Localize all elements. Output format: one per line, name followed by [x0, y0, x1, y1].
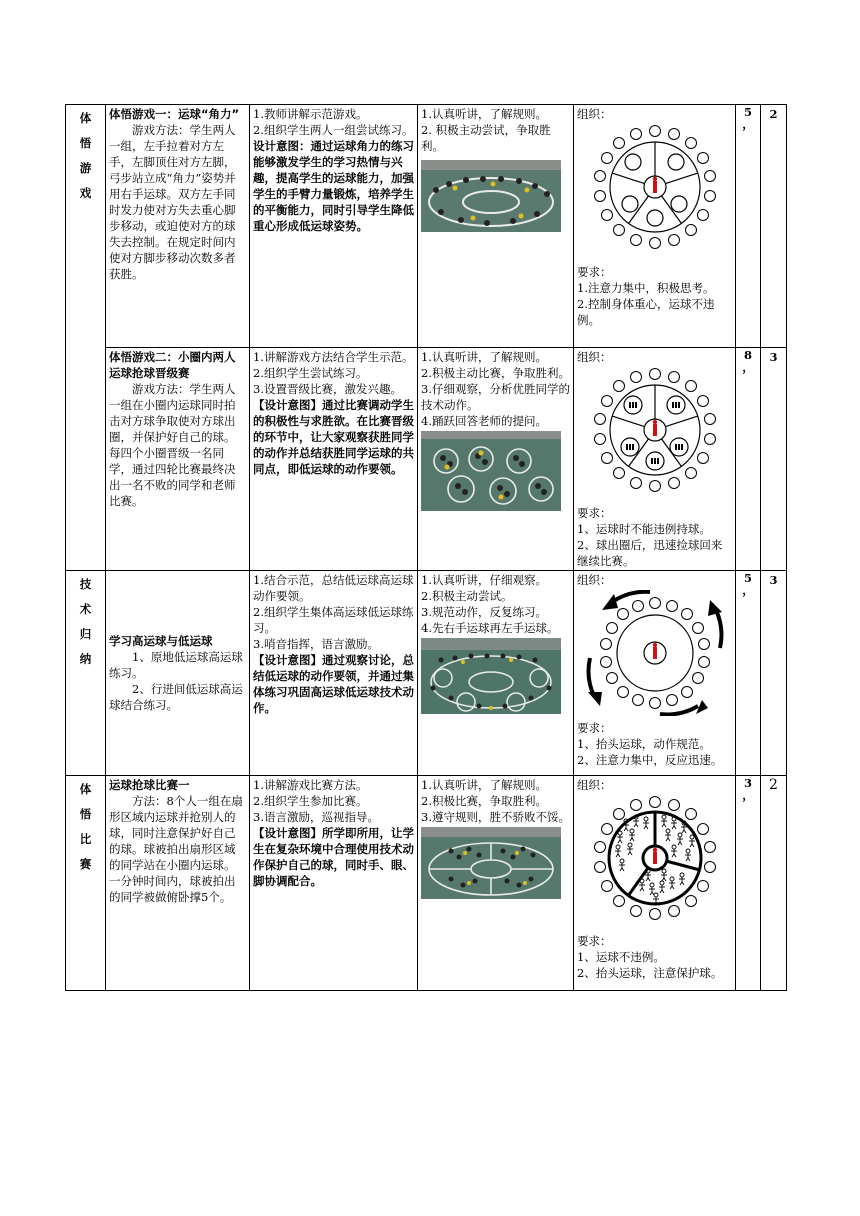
- table-row: [66, 571, 787, 776]
- student-cell: 1.认真听讲，了解规则。 2.积极比赛，争取胜利。 3.遵守规则，胜不骄败不馁。: [418, 776, 574, 991]
- teacher-cell: 1.讲解游戏方法结合学生示范。 2.组织学生尝试练习。 3.设置晋级比赛，激发兴趣。 【设计意图】通过比赛调动学生的积极性与求胜欲。在比赛晋级的环节中，让大家观察获胜同学的动作并总结获胜同学运球的共同点，即低运球的动作要领。: [250, 348, 418, 571]
- student-cell: 1.认真听讲，了解规则。 2.积极主动比赛，争取胜利。 3.仔细观察，分析优胜同学的技术动作。 4.踊跃回答老师的提问。: [418, 348, 574, 571]
- time-cell: 5 ，: [736, 571, 761, 776]
- stage-cell: 体 悟 比 赛: [66, 776, 106, 991]
- count-cell: 2: [761, 105, 787, 348]
- lesson-plan-table: [65, 104, 787, 991]
- content-cell: [106, 348, 250, 571]
- design-intent: 设计意图：通过运球角力的练习能够激发学生的学习热情与兴趣，提高学生的运球能力，加强学生的手臂力量锻炼，培养学生的平衡能力，同时引导学生降低重心形成低运球姿势。: [253, 139, 414, 233]
- activity-title: 体悟游戏一：运球“角力”: [109, 107, 240, 121]
- content-cell: 学习高运球与低运球 1、原地低运球高运球练习。 2、行进间低运球高运球结合练习。: [106, 571, 250, 776]
- count-cell: 3: [761, 348, 787, 571]
- table-row: [66, 105, 787, 348]
- teacher-cell: 1.教师讲解示范游戏。 2.组织学生两人一组尝试练习。 设计意图：通过运球角力的练习能够激发学生的学习热情与兴趣，提高学生的运球能力，加强学生的手臂力量锻炼，培养学生的平衡能力，同时引导学生降低重心形成低运球姿势。: [250, 105, 418, 348]
- student-cell: 1.认真听讲，了解规则。 2. 积极主动尝试，争取胜利。: [418, 105, 574, 348]
- organization-cell: 组织： 要求： 1.注意力集中，积极思考。 2.控制身体重心，运球不违例。: [574, 105, 736, 348]
- stage-cell: 技 术 归 纳: [66, 571, 106, 776]
- activity-method: 游戏方法：学生两人一组在小圈内运球同时拍击对方球争取使对方球出圈，并保护好自己的球。每四个小圈晋级一名同学，通过四轮比赛最终决出一名不败的同学和老师比赛。: [109, 382, 236, 508]
- organization-cell: 组织： 要求： 1、运球不违例。 2、抬头运球，注意保护球。: [574, 776, 736, 991]
- count-cell: 3: [761, 571, 787, 776]
- activity-title: 运球抢球比赛一: [109, 778, 190, 792]
- formation-diagram-rotation: [585, 590, 725, 716]
- design-intent: 【设计意图】所学即所用，让学生在复杂环境中合理使用技术动作保护自己的球，同时手、眼、脚协调配合。: [253, 826, 414, 888]
- student-cell: 1.认真听讲，仔细观察。 2.积极主动尝试。 3.规范动作，反复练习。 4.先右手运球再左手运球。: [418, 571, 574, 776]
- activity-method: 方法：8个人一组在扇形区域内运球并抢别人的球，同时注意保护好自己的球。球被拍出扇形区域的同学站在小圈内运球。一分钟时间内，球被拍出的同学被做俯卧撑5个。: [109, 794, 243, 904]
- table-row: [66, 776, 787, 991]
- time-cell: 8 ，: [736, 348, 761, 571]
- basketball-court-photo: [421, 638, 561, 714]
- basketball-court-photo: [421, 827, 561, 899]
- basketball-court-photo: [421, 160, 561, 232]
- content-cell: [106, 105, 250, 348]
- design-intent: 【设计意图】通过观察讨论，总结低运球的动作要领，并通过集体练习巩固高运球低运球技术动作。: [253, 653, 414, 715]
- basketball-court-photo: [421, 431, 561, 511]
- time-cell: 3 ，: [736, 776, 761, 991]
- teacher-cell: 1.讲解游戏比赛方法。 2.组织学生参加比赛。 3.语言激励，巡视指导。 【设计意图】所学即所用，让学生在复杂环境中合理使用技术动作保护自己的球，同时手、眼、脚协调配合。: [250, 776, 418, 991]
- teacher-cell: 1.结合示范，总结低运球高运球动作要领。 2.组织学生集体高运球低运球练习。 3.哨音指挥，语言激励。 【设计意图】通过观察讨论，总结低运球的动作要领，并通过集体练习巩固高运球低运球技术动作。: [250, 571, 418, 776]
- content-cell: [106, 776, 250, 991]
- formation-diagram-sectors: [592, 795, 718, 921]
- activity-method: 游戏方法：学生两人一组，左手拉着对方左手，左脚顶住对方左脚，弓步站立成“角力”姿势并用右手运球。双方左手同时发力使对方失去重心脚步移动，或迫使对方的球失去控制。在规定时间内使对方脚步移动次数多者获胜。: [109, 123, 236, 281]
- activity-title: 学习高运球与低运球: [109, 634, 213, 648]
- activity-title: 体悟游戏二：小圈内两人运球抢球晋级赛: [109, 350, 236, 380]
- time-cell: 5 ，: [736, 105, 761, 348]
- formation-diagram-pairs: [592, 124, 718, 250]
- design-intent: 【设计意图】通过比赛调动学生的积极性与求胜欲。在比赛晋级的环节中，让大家观察获胜同学的动作并总结获胜同学运球的共同点，即低运球的动作要领。: [253, 398, 414, 476]
- count-cell: 2: [761, 776, 787, 991]
- organization-cell: 组织： 要求： 1、运球时不能违例持球。 2、球出圈后，迅速捡球回来继续比赛。: [574, 348, 736, 571]
- organization-cell: 组织： 要求： 1、抬头运球，动作规范。 2、注意力集中，反应迅速。: [574, 571, 736, 776]
- formation-diagram-groups: [592, 367, 718, 493]
- table-row: [66, 348, 787, 571]
- stage-cell: 体 悟 游 戏: [66, 105, 106, 571]
